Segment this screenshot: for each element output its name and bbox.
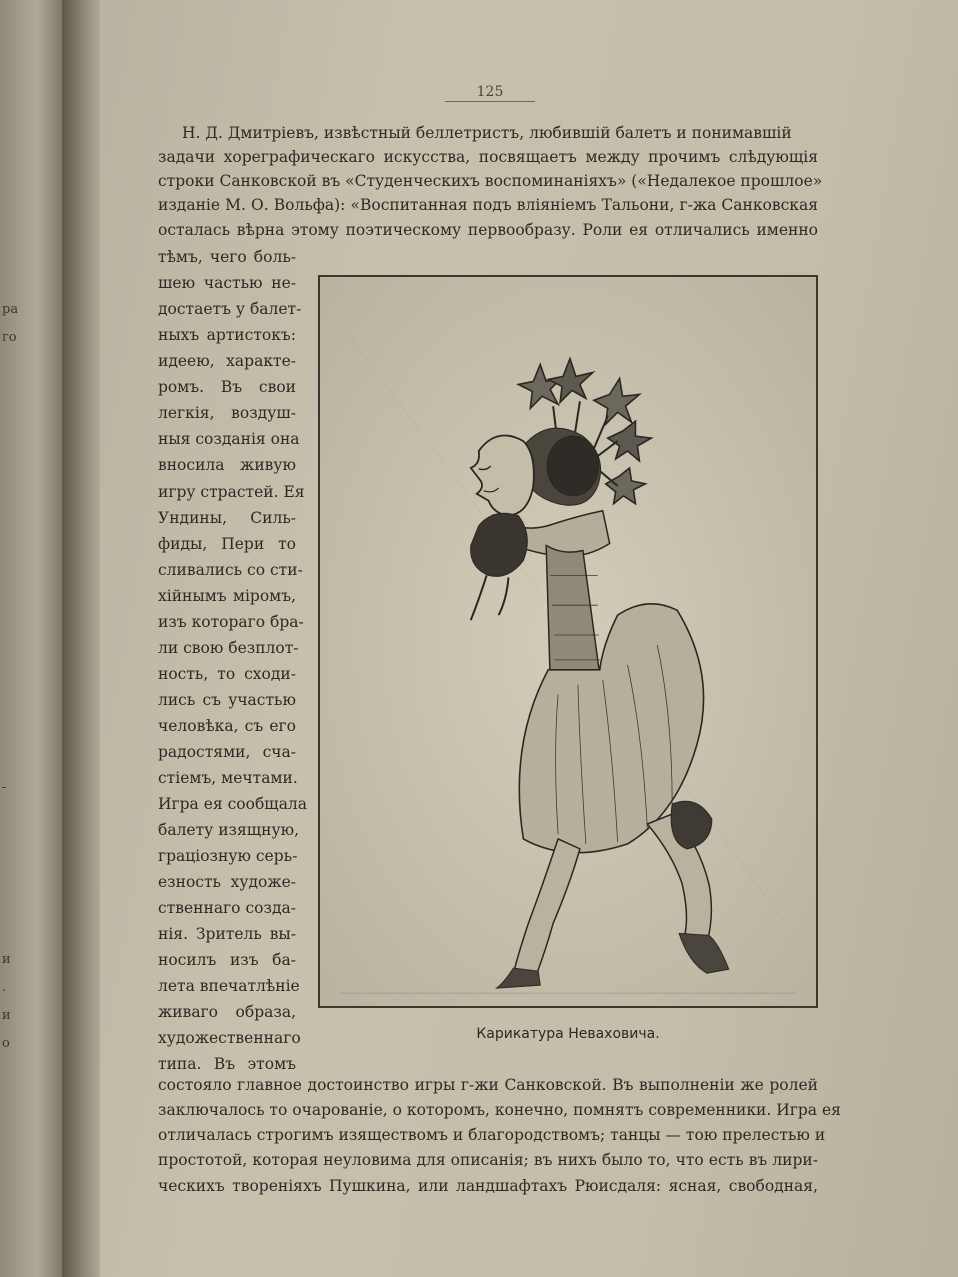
text-line: изъ котораго бра- [158,613,304,631]
text-line: носилъ изъ ба- [158,951,296,969]
text-line: ность, то сходи- [158,665,296,683]
text-line: состояло главное достоинство игры г-жи Санковской. Въ выполненіи же ролей [158,1076,818,1094]
text-line: идеею, характе- [158,352,296,370]
book-gutter [62,0,102,1277]
right-page [100,0,958,1277]
left-page-fragment: ра [2,302,19,317]
figure-caption: Карикатура Неваховича. [476,1026,660,1042]
text-line: хійнымъ міромъ, [158,587,296,605]
text-line: лета впечатлѣніе [158,977,300,995]
text-line: стіемъ, мечтами. [158,769,298,787]
page-number-rule [445,101,535,102]
dancer-caricature-drawing [320,277,816,1006]
text-line: художественнаго [158,1029,301,1047]
left-page-fragment: го [2,330,17,345]
text-line: ныя созданія она [158,430,300,448]
left-page-fragment: . [2,980,7,995]
text-line: Н. Д. Дмитріевъ, извѣстный беллетристъ, любившій балетъ и понимавшій [182,124,792,142]
text-line: задачи хореграфическаго искусства, посвящаетъ между прочимъ слѣдующія [158,148,818,166]
left-page-fragment: и [2,1008,11,1023]
text-line: фиды, Пери то [158,535,296,553]
text-line: отличалась строгимъ изяществомъ и благородствомъ; танцы — тою прелестью и [158,1126,826,1144]
text-line: нія. Зритель вы- [158,925,296,943]
text-line: Ундины, Силь- [158,509,296,527]
text-line: Игра ея сообщала [158,795,308,813]
text-line: легкія, воздуш- [158,404,296,422]
text-line: ческихъ твореніяхъ Пушкина, или ландшафтахъ Рюисдаля: ясная, свободная, [158,1177,818,1195]
text-line: ли свою безплот- [158,639,299,657]
caricature-illustration [318,275,818,1008]
text-line: осталась вѣрна этому поэтическому первообразу. Роли ея отличались именно [158,221,818,239]
text-line: ственнаго созда- [158,899,296,917]
text-line: достаетъ у балет- [158,300,302,318]
text-line: изданіе М. О. Вольфа): «Воспитанная подъ вліяніемъ Тальони, г-жа Санковская [158,196,818,214]
text-line: живаго образа, [158,1003,296,1021]
text-line: лись съ участью [158,691,296,709]
text-line: ромъ. Въ свои [158,378,296,396]
text-line: шею частью не- [158,274,296,292]
text-line: радостями, сча- [158,743,296,761]
left-facing-page [0,0,62,1277]
page-number: 125 [476,84,504,100]
text-line: езность художе- [158,873,296,891]
text-line: тѣмъ, чего боль- [158,248,296,266]
left-page-fragment: о [2,1036,10,1051]
left-page-fragment: и [2,952,11,967]
text-line: балету изящную, [158,821,300,839]
left-page-fragment: - [2,780,7,795]
text-line: заключалось то очарованіе, о которомъ, конечно, помнятъ современники. Игра ея [158,1101,841,1119]
text-line: человѣка, съ его [158,717,296,735]
text-line: игру страстей. Ея [158,483,305,501]
text-line: строки Санковской въ «Студенческихъ воспоминаніяхъ» («Недалекое прошлое» [158,172,823,190]
text-line: простотой, которая неуловима для описанія; въ нихъ было то, что есть въ лири- [158,1151,818,1169]
text-line: граціозную серь- [158,847,298,865]
text-line: вносила живую [158,456,296,474]
text-line: ныхъ артистокъ: [158,326,296,344]
text-line: сливались со сти- [158,561,303,579]
text-line: типа. Въ этомъ [158,1055,296,1073]
